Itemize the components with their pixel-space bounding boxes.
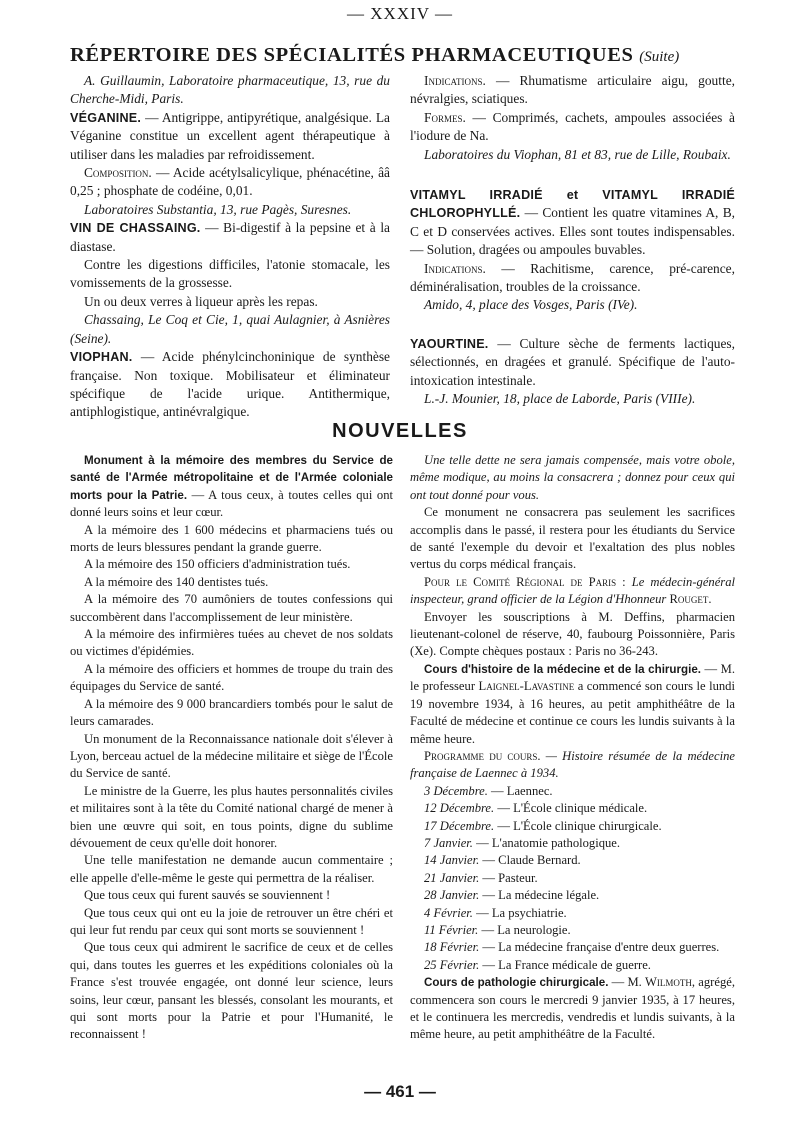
cours-histoire-title: Cours d'histoire de la médecine et de la chirurgie. xyxy=(424,662,701,676)
vitamyl-desc: — Contient les quatre vitamines A, B, C et D conservées actives. Elles sont toutes indispensables. — Solution, dragées ou ampoules buvables. xyxy=(410,205,735,258)
memoire-infirmieres: A la mémoire des infirmières tuées au chevet de nos soldats ou victimes d'épidémies. xyxy=(70,627,393,659)
monument-lyon: Un monument de la Reconnaissance nationale doit s'élever à Lyon, berceau actuel de la médecine militaire et siège de l'École du Service de santé. xyxy=(70,731,393,781)
cours-histoire xyxy=(410,661,735,748)
comite-label: Pour le Comité Régional de Paris : xyxy=(424,574,626,589)
schedule-topic: — La médecine française d'entre deux guerres. xyxy=(482,940,720,955)
yaourtine-name: YAOURTINE. xyxy=(410,336,489,351)
repertoire-left-column xyxy=(70,72,390,422)
schedule-topic: — La médecine légale. xyxy=(482,888,600,903)
viophan-lab: Laboratoires du Viophan, 81 et 83, rue de Lille, Roubaix. xyxy=(424,146,731,162)
veganine-entry xyxy=(70,109,390,164)
viophan-desc: — Acide phénylcinchoninique de synthèse française. Non toxique. Mobilisateur et éliminateur spécifique de l'acide urique. Antithermique, antiphlogistique, antinévralgique. xyxy=(70,349,390,420)
cours-pathologie-title: Cours de pathologie chirurgicale. xyxy=(424,976,609,990)
schedule-date: 17 Décembre. xyxy=(424,818,495,833)
memoire-aumoniers: A la mémoire des 70 aumôniers de toutes confessions qui succombèrent dans l'accomplissement de leur ministère. xyxy=(70,592,393,624)
monument-title: Monument à la mémoire des membres du Service de santé de l'Armée métropolitaine et de l'Armée coloniale morts pour la Patrie. xyxy=(70,454,393,502)
memoire-dentistes: A la mémoire des 140 dentistes tués. xyxy=(84,574,269,589)
chassaing-lab: Chassaing, Le Coq et Cie, 1, quai Aulagnier, à Asnières (Seine). xyxy=(70,312,390,346)
vin-entry xyxy=(70,219,390,256)
schedule-date: 21 Janvier. xyxy=(424,870,480,885)
section-title xyxy=(70,44,735,67)
yaourtine-entry xyxy=(410,335,735,390)
schedule-list xyxy=(410,783,735,974)
appel-sacrifice: Que tous ceux qui admirent le sacrifice de ceux et de celles qui, dans toutes les guerres et les expéditions coloniales où la France s'est trouvée engagée, ont donné leur science, leurs soins, leur cœur, pansant les blessés, consolant les mourants, et qui sont morts pour la Patrie et pour l'Humanité, le reconnaissent ! xyxy=(70,940,393,1042)
monument-paragraph xyxy=(70,452,393,522)
schedule-item xyxy=(424,800,735,817)
schedule-item xyxy=(424,852,735,869)
schedule-topic: — L'École clinique chirurgicale. xyxy=(497,818,662,833)
mounier-lab: L.-J. Mounier, 18, place de Laborde, Paris (VIIIe). xyxy=(424,391,696,407)
repertoire-right-column xyxy=(410,72,735,409)
repertoire-title: RÉPERTOIRE DES SPÉCIALITÉS PHARMACEUTIQUES xyxy=(70,44,634,66)
nouvelles-left-column xyxy=(70,452,393,1044)
manifestation: Une telle manifestation ne demande aucun commentaire ; elle appelle d'elle-même le geste qui permettra de la réaliser. xyxy=(70,853,393,885)
suite-label: (Suite) xyxy=(639,49,680,65)
indications-label: Indications. xyxy=(424,73,486,88)
memoire-brancardiers: A la mémoire des 9 000 brancardiers tombés pour le salut de leurs camarades. xyxy=(70,696,393,729)
vitamyl-indications xyxy=(410,260,735,297)
schedule-topic: — La France médicale de guerre. xyxy=(482,957,651,972)
viophan-name: VIOPHAN. xyxy=(70,350,133,365)
page-number: — 461 — xyxy=(364,1082,436,1101)
schedule-item xyxy=(424,957,735,974)
schedule-topic: — La neurologie. xyxy=(481,922,571,937)
cours-pathologie-text-a: — M. xyxy=(611,975,642,990)
cours-pathologie xyxy=(410,974,735,1044)
schedule-date: 28 Janvier. xyxy=(424,888,480,903)
dette-paragraph: Une telle dette ne sera jamais compensée, mais votre obole, même modique, au moins la consacrera ; donnez pour ceux qui ont tout donné pour vous. xyxy=(410,453,735,502)
viophan-entry xyxy=(70,348,390,422)
cours-histoire-text-b: a commencé son cours le lundi 19 novembre 1934, à 16 heures, au petit amphithéâtre de la Faculté de médecine et continue ce cours les lundis suivants à la même heure. xyxy=(410,679,735,746)
schedule-topic: — L'École clinique médicale. xyxy=(497,801,648,816)
schedule-item xyxy=(424,905,735,922)
schedule-item xyxy=(424,939,735,956)
memoire-train: A la mémoire des officiers et hommes de troupe du train des équipages du Service de santé. xyxy=(70,661,393,694)
schedule-item xyxy=(424,887,735,904)
pathologie-professor: Wilmoth, xyxy=(645,975,696,990)
programme-label: Programme du cours. xyxy=(424,748,541,763)
memoire-medecins: A la mémoire des 1 600 médecins et pharmaciens tués ou morts de leurs blessures pendant la grande guerre. xyxy=(70,522,393,555)
appel-retrouves: Que tous ceux qui ont eu la joie de retrouver un être chéri et qui leur fut rendu par ceux qui sont morts se souviennent ! xyxy=(70,905,393,937)
nouvelles-heading: NOUVELLES xyxy=(332,420,468,442)
vitamyl-name: VITAMYL IRRADIÉ et VITAMYL IRRADIÉ CHLOROPHYLLÉ. xyxy=(410,188,735,221)
programme-text: — Histoire résumée de la médecine française de Laennec à 1934. xyxy=(410,748,735,781)
viophan-formes xyxy=(410,109,735,146)
comite-name: Rouget. xyxy=(669,592,712,607)
cours-histoire-text-a: — M. le professeur xyxy=(410,661,735,694)
amido-lab: Amido, 4, place des Vosges, Paris (IVe). xyxy=(424,297,638,313)
schedule-date: 11 Février. xyxy=(424,922,479,937)
vitamyl-indications-label: Indications. xyxy=(424,260,486,276)
souscriptions: Envoyer les souscriptions à M. Deffins, pharmacien lieutenant-colonel de réserve, 40, faubourg Poissonnière, Paris (Xe). Compte chèques postaux : Paris no 36-243. xyxy=(410,609,735,659)
vin-indication: Contre les digestions difficiles, l'atonie stomacale, les vomissements de la grossesse. xyxy=(70,257,390,291)
viophan-indications xyxy=(410,72,735,109)
composition-text: — Acide acétylsalicylique, phénacétine, ââ 0,25 ; phosphate de codéine, 0,01. xyxy=(70,165,390,199)
schedule-date: 18 Février. xyxy=(424,940,480,955)
schedule-item xyxy=(424,783,735,800)
schedule-topic: — Claude Bernard. xyxy=(482,853,581,868)
programme xyxy=(410,748,735,783)
vin-desc: — Bi-digestif à la pepsine et à la diastase. xyxy=(70,220,390,254)
schedule-topic: — La psychiatrie. xyxy=(476,905,567,920)
appel-sauves: Que tous ceux qui furent sauvés se souviennent ! xyxy=(84,888,331,903)
indications-text: — Rhumatisme articulaire aigu, goutte, névralgies, sciatiques. xyxy=(410,73,735,107)
schedule-date: 4 Février. xyxy=(424,905,473,920)
schedule-topic: — Laennec. xyxy=(491,783,553,798)
substantia-lab: Laboratoires Substantia, 13, rue Pagès, Suresnes. xyxy=(84,201,352,217)
veganine-desc: — Antigrippe, antipyrétique, analgésique. La Véganine constitue un excellent agent thérapeutique à utiliser dans les maladies par refroidissement. xyxy=(70,109,390,162)
comite-national: Le ministre de la Guerre, les plus hautes personnalités civiles et militaires sont à la tête du Comité national chargé de mener à bien une œuvre qui soit, en tous points, digne du sublime dévouement de ceux qu'elle doit honorer. xyxy=(70,783,393,850)
schedule-date: 12 Décembre. xyxy=(424,801,495,816)
comite-text: Le médecin-général inspecteur, grand officier de la Légion d'Hhonneur xyxy=(410,574,735,607)
cours-pathologie-text-b: agrégé, commencera son cours le mercredi 9 janvier 1935, à 17 heures, et le continuera les mercredis, vendredis et lundis suivants, à la même heure, au petit amphithéâtre de la Faculté. xyxy=(410,975,735,1042)
formes-text: — Comprimés, cachets, ampoules associées à l'iodure de Na. xyxy=(410,109,735,144)
vitamyl-indications-text: — Rachitisme, carence, pré-carence, déminéralisation, troubles de la croissance. xyxy=(410,260,735,295)
vin-dosage: Un ou deux verres à liqueur après les repas. xyxy=(84,293,318,309)
schedule-item xyxy=(424,922,735,939)
page-number-roman: — XXXIV — xyxy=(347,4,453,23)
cours-professor: Laignel-Lavastine xyxy=(478,679,575,694)
monument-consacrera: Ce monument ne consacrera pas seulement les sacrifices accomplis dans le passé, il restera pour les étudiants du Service de santé l'exemple du devoir et l'exaltation des plus nobles vertus du corps médical français. xyxy=(410,505,735,572)
schedule-date: 3 Décembre. xyxy=(424,783,488,798)
schedule-date: 14 Janvier. xyxy=(424,853,480,868)
schedule-date: 7 Janvier. xyxy=(424,835,473,850)
schedule-topic: — L'anatomie pathologique. xyxy=(476,835,621,850)
monument-intro: — A tous ceux, à toutes celles qui ont donné leurs soins et leur cœur. xyxy=(70,487,393,520)
schedule-item xyxy=(424,870,735,887)
schedule-item xyxy=(424,818,735,835)
nouvelles-right-column xyxy=(410,452,735,1044)
veganine-name: VÉGANINE. xyxy=(70,110,142,125)
schedule-date: 25 Février. xyxy=(424,957,480,972)
guillaumin-lab: A. Guillaumin, Laboratoire pharmaceutique, 13, rue du Cherche-Midi, Paris. xyxy=(70,73,390,107)
schedule-topic: — Pasteur. xyxy=(482,870,538,885)
comite-regional xyxy=(410,574,735,609)
vin-name: VIN DE CHASSAING. xyxy=(70,221,201,236)
schedule-item xyxy=(424,835,735,852)
yaourtine-desc: — Culture sèche de ferments lactiques, sélectionnés, en dragées et granulé. Spécifique de l'auto-intoxication intestinale. xyxy=(410,335,735,388)
formes-label: Formes. xyxy=(424,109,466,125)
composition-label: Composition. xyxy=(84,165,152,181)
vitamyl-entry xyxy=(410,186,735,260)
veganine-composition xyxy=(70,164,390,201)
memoire-officiers: A la mémoire des 150 officiers d'administration tués. xyxy=(84,557,351,572)
